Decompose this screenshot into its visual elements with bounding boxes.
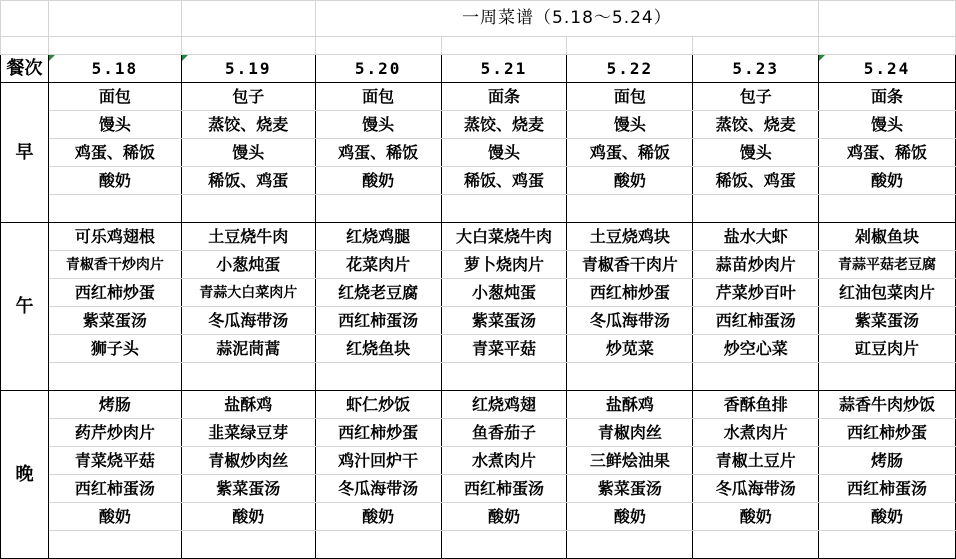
menu-cell[interactable]: 青菜平菇 bbox=[441, 335, 567, 363]
menu-cell[interactable]: 红烧鸡腿 bbox=[315, 223, 441, 251]
menu-cell[interactable]: 芹菜炒百叶 bbox=[693, 279, 819, 307]
menu-cell[interactable]: 酸奶 bbox=[693, 503, 819, 531]
title-corner-cell[interactable] bbox=[1, 1, 49, 37]
menu-cell[interactable]: 青蒜大白菜肉片 bbox=[181, 279, 315, 307]
menu-cell-empty[interactable] bbox=[567, 363, 693, 391]
menu-cell[interactable]: 青椒肉丝 bbox=[567, 419, 693, 447]
menu-cell[interactable]: 西红柿炒蛋 bbox=[315, 419, 441, 447]
menu-cell[interactable]: 红烧鸡翅 bbox=[441, 391, 567, 419]
menu-cell-empty[interactable] bbox=[441, 195, 567, 223]
meal-label-breakfast[interactable]: 早 bbox=[1, 83, 49, 223]
menu-cell[interactable]: 酸奶 bbox=[567, 503, 693, 531]
menu-cell[interactable]: 紫菜蛋汤 bbox=[181, 475, 315, 503]
menu-cell-empty[interactable] bbox=[181, 195, 315, 223]
menu-cell[interactable]: 西红柿蛋汤 bbox=[441, 475, 567, 503]
menu-cell[interactable]: 烤肠 bbox=[819, 447, 956, 475]
menu-cell[interactable]: 鸡蛋、稀饭 bbox=[567, 139, 693, 167]
menu-cell[interactable]: 西红柿炒蛋 bbox=[567, 279, 693, 307]
menu-cell[interactable]: 药芹炒肉片 bbox=[48, 419, 181, 447]
menu-cell-empty[interactable] bbox=[819, 195, 956, 223]
menu-cell-empty[interactable] bbox=[181, 531, 315, 559]
menu-cell[interactable]: 蒜香牛肉炒饭 bbox=[819, 391, 956, 419]
menu-cell[interactable]: 青椒炒肉丝 bbox=[181, 447, 315, 475]
menu-cell[interactable]: 稀饭、鸡蛋 bbox=[441, 167, 567, 195]
menu-cell[interactable]: 水煮肉片 bbox=[441, 447, 567, 475]
menu-cell-empty[interactable] bbox=[441, 363, 567, 391]
menu-cell[interactable]: 馒头 bbox=[441, 139, 567, 167]
blank-cell[interactable] bbox=[441, 37, 567, 55]
blank-cell[interactable] bbox=[315, 37, 441, 55]
date-header-cell[interactable]: 5.20 bbox=[315, 55, 441, 83]
menu-cell[interactable]: 酸奶 bbox=[315, 167, 441, 195]
menu-cell-empty[interactable] bbox=[693, 363, 819, 391]
menu-cell[interactable]: 包子 bbox=[181, 83, 315, 111]
menu-cell[interactable]: 鸡蛋、稀饭 bbox=[819, 139, 956, 167]
menu-cell[interactable]: 西红柿炒蛋 bbox=[48, 279, 181, 307]
menu-cell[interactable]: 红油包菜肉片 bbox=[819, 279, 956, 307]
menu-cell[interactable]: 青椒香干炒肉片 bbox=[48, 251, 181, 279]
menu-cell-empty[interactable] bbox=[48, 531, 181, 559]
menu-cell[interactable]: 豇豆肉片 bbox=[819, 335, 956, 363]
menu-cell[interactable]: 蒜泥茼蒿 bbox=[181, 335, 315, 363]
menu-cell[interactable]: 大白菜烧牛肉 bbox=[441, 223, 567, 251]
menu-cell[interactable]: 馒头 bbox=[315, 111, 441, 139]
menu-cell[interactable]: 炒空心菜 bbox=[693, 335, 819, 363]
menu-cell-empty[interactable] bbox=[48, 363, 181, 391]
menu-cell[interactable]: 三鲜烩油果 bbox=[567, 447, 693, 475]
menu-cell[interactable]: 稀饭、鸡蛋 bbox=[693, 167, 819, 195]
menu-cell[interactable]: 烤肠 bbox=[48, 391, 181, 419]
menu-cell[interactable]: 盐酥鸡 bbox=[181, 391, 315, 419]
title-spacer-cell[interactable] bbox=[819, 1, 956, 37]
menu-cell[interactable]: 蒜苗炒肉片 bbox=[693, 251, 819, 279]
blank-cell[interactable] bbox=[181, 37, 315, 55]
menu-cell[interactable]: 萝卜烧肉片 bbox=[441, 251, 567, 279]
menu-cell[interactable]: 西红柿蛋汤 bbox=[819, 475, 956, 503]
menu-cell[interactable]: 土豆烧牛肉 bbox=[181, 223, 315, 251]
date-header-cell[interactable]: 5.19 bbox=[181, 55, 315, 83]
menu-cell[interactable]: 馒头 bbox=[819, 111, 956, 139]
date-header-cell[interactable]: 5.18 bbox=[48, 55, 181, 83]
menu-cell[interactable]: 馒头 bbox=[567, 111, 693, 139]
menu-cell-empty[interactable] bbox=[567, 195, 693, 223]
menu-cell[interactable]: 青蒜平菇老豆腐 bbox=[819, 251, 956, 279]
menu-cell[interactable]: 盐水大虾 bbox=[693, 223, 819, 251]
menu-cell-empty[interactable] bbox=[819, 531, 956, 559]
menu-cell[interactable]: 面条 bbox=[819, 83, 956, 111]
menu-cell[interactable]: 酸奶 bbox=[48, 167, 181, 195]
menu-cell[interactable]: 红烧老豆腐 bbox=[315, 279, 441, 307]
menu-cell[interactable]: 紫菜蛋汤 bbox=[441, 307, 567, 335]
menu-cell-empty[interactable] bbox=[693, 531, 819, 559]
menu-cell[interactable]: 西红柿蛋汤 bbox=[693, 307, 819, 335]
menu-cell[interactable]: 酸奶 bbox=[819, 167, 956, 195]
title-spacer-cell[interactable] bbox=[48, 1, 181, 37]
menu-cell[interactable]: 酸奶 bbox=[567, 167, 693, 195]
menu-cell[interactable]: 鸡汁回炉干 bbox=[315, 447, 441, 475]
blank-cell[interactable] bbox=[1, 37, 49, 55]
menu-cell[interactable]: 鸡蛋、稀饭 bbox=[48, 139, 181, 167]
menu-cell[interactable]: 馒头 bbox=[693, 139, 819, 167]
menu-cell[interactable]: 紫菜蛋汤 bbox=[819, 307, 956, 335]
menu-cell[interactable]: 花菜肉片 bbox=[315, 251, 441, 279]
menu-cell[interactable]: 炒苋菜 bbox=[567, 335, 693, 363]
menu-cell[interactable]: 冬瓜海带汤 bbox=[181, 307, 315, 335]
menu-cell-empty[interactable] bbox=[315, 363, 441, 391]
menu-cell[interactable]: 虾仁炒饭 bbox=[315, 391, 441, 419]
menu-cell[interactable]: 稀饭、鸡蛋 bbox=[181, 167, 315, 195]
menu-cell-empty[interactable] bbox=[567, 531, 693, 559]
menu-cell[interactable]: 可乐鸡翅根 bbox=[48, 223, 181, 251]
menu-cell-empty[interactable] bbox=[441, 531, 567, 559]
menu-cell[interactable]: 馒头 bbox=[48, 111, 181, 139]
title-spacer-cell[interactable] bbox=[181, 1, 315, 37]
menu-cell[interactable]: 酸奶 bbox=[819, 503, 956, 531]
menu-cell[interactable]: 紫菜蛋汤 bbox=[48, 307, 181, 335]
page-title[interactable]: 一周菜谱（5.18～5.24） bbox=[315, 1, 818, 37]
menu-cell[interactable]: 面条 bbox=[441, 83, 567, 111]
menu-cell-empty[interactable] bbox=[48, 195, 181, 223]
menu-cell[interactable]: 馒头 bbox=[181, 139, 315, 167]
menu-cell[interactable]: 酸奶 bbox=[441, 503, 567, 531]
date-header-cell[interactable]: 5.24 bbox=[819, 55, 956, 83]
menu-cell[interactable]: 酸奶 bbox=[315, 503, 441, 531]
menu-cell[interactable]: 冬瓜海带汤 bbox=[315, 475, 441, 503]
menu-cell[interactable]: 剁椒鱼块 bbox=[819, 223, 956, 251]
menu-cell[interactable]: 冬瓜海带汤 bbox=[567, 307, 693, 335]
menu-cell[interactable]: 酸奶 bbox=[48, 503, 181, 531]
meal-label-dinner[interactable]: 晚 bbox=[1, 391, 49, 559]
menu-cell[interactable]: 土豆烧鸡块 bbox=[567, 223, 693, 251]
menu-cell[interactable]: 蒸饺、烧麦 bbox=[441, 111, 567, 139]
date-header-cell[interactable]: 5.22 bbox=[567, 55, 693, 83]
menu-cell[interactable]: 鸡蛋、稀饭 bbox=[315, 139, 441, 167]
menu-cell[interactable]: 西红柿蛋汤 bbox=[315, 307, 441, 335]
menu-cell[interactable]: 面包 bbox=[315, 83, 441, 111]
meal-header-cell[interactable]: 餐次 bbox=[1, 55, 49, 83]
menu-cell[interactable]: 酸奶 bbox=[181, 503, 315, 531]
menu-cell[interactable]: 蒸饺、烧麦 bbox=[181, 111, 315, 139]
menu-cell[interactable]: 面包 bbox=[567, 83, 693, 111]
menu-cell[interactable]: 红烧鱼块 bbox=[315, 335, 441, 363]
menu-cell-empty[interactable] bbox=[315, 195, 441, 223]
menu-cell[interactable]: 小葱炖蛋 bbox=[181, 251, 315, 279]
menu-cell[interactable]: 盐酥鸡 bbox=[567, 391, 693, 419]
menu-cell[interactable]: 蒸饺、烧麦 bbox=[693, 111, 819, 139]
menu-cell[interactable]: 香酥鱼排 bbox=[693, 391, 819, 419]
menu-cell[interactable]: 青椒土豆片 bbox=[693, 447, 819, 475]
menu-cell[interactable]: 青菜烧平菇 bbox=[48, 447, 181, 475]
menu-cell-empty[interactable] bbox=[819, 363, 956, 391]
menu-cell[interactable]: 水煮肉片 bbox=[693, 419, 819, 447]
blank-cell[interactable] bbox=[567, 37, 693, 55]
menu-cell[interactable]: 紫菜蛋汤 bbox=[567, 475, 693, 503]
menu-cell[interactable]: 面包 bbox=[48, 83, 181, 111]
menu-cell-empty[interactable] bbox=[315, 531, 441, 559]
blank-cell[interactable] bbox=[819, 37, 956, 55]
menu-cell[interactable]: 包子 bbox=[693, 83, 819, 111]
meal-label-lunch[interactable]: 午 bbox=[1, 223, 49, 391]
menu-cell[interactable]: 韭菜绿豆芽 bbox=[181, 419, 315, 447]
blank-cell[interactable] bbox=[693, 37, 819, 55]
menu-cell[interactable]: 鱼香茄子 bbox=[441, 419, 567, 447]
menu-cell[interactable]: 冬瓜海带汤 bbox=[693, 475, 819, 503]
menu-cell[interactable]: 狮子头 bbox=[48, 335, 181, 363]
date-header-cell[interactable]: 5.21 bbox=[441, 55, 567, 83]
menu-cell-empty[interactable] bbox=[181, 363, 315, 391]
menu-cell[interactable]: 西红柿蛋汤 bbox=[48, 475, 181, 503]
date-header-cell[interactable]: 5.23 bbox=[693, 55, 819, 83]
menu-cell[interactable]: 西红柿炒蛋 bbox=[819, 419, 956, 447]
menu-cell[interactable]: 小葱炖蛋 bbox=[441, 279, 567, 307]
menu-cell[interactable]: 青椒香干肉片 bbox=[567, 251, 693, 279]
blank-cell[interactable] bbox=[48, 37, 181, 55]
menu-cell-empty[interactable] bbox=[693, 195, 819, 223]
